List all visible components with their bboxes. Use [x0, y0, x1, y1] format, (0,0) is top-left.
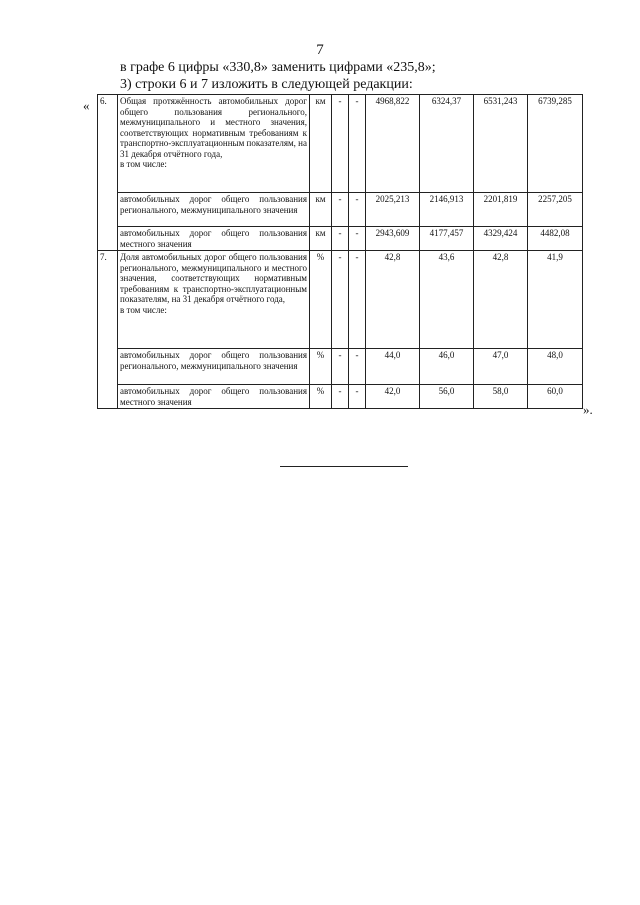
opening-quote: «	[83, 98, 90, 113]
unit-cell: км	[310, 95, 332, 193]
indicator-description: автомобильных дорог общего пользования местного значения	[118, 385, 310, 409]
unit-cell: %	[310, 251, 332, 349]
table-row	[98, 227, 583, 251]
value-cell: 46,0	[420, 349, 474, 385]
indicator-description	[118, 95, 310, 193]
page-number: 7	[316, 42, 324, 58]
value-cell: 58,0	[474, 385, 528, 409]
indicator-text: Общая протяжённость автомобильных дорог общего пользования регионального, межмуниципального и местного значения, соответствующих нормативным требованиям к транспортно-эксплуатационным показателям, на 31 декабря отчётного года,	[120, 96, 307, 159]
unit-cell: км	[310, 227, 332, 251]
value-cell: 6531,243	[474, 95, 528, 193]
value-cell: 48,0	[528, 349, 583, 385]
closing-quote: ».	[583, 402, 593, 417]
value-cell: 60,0	[528, 385, 583, 409]
value-cell: 4177,457	[420, 227, 474, 251]
value-cell: 42,8	[474, 251, 528, 349]
row-number: 7.	[98, 251, 118, 409]
value-cell: 56,0	[420, 385, 474, 409]
value-cell: -	[349, 349, 366, 385]
indicator-description: автомобильных дорог общего пользования регионального, межмуниципального значения	[118, 349, 310, 385]
value-cell: 44,0	[366, 349, 420, 385]
value-cell: -	[349, 385, 366, 409]
value-cell: -	[332, 193, 349, 227]
value-cell: -	[332, 227, 349, 251]
value-cell: 42,8	[366, 251, 420, 349]
amendment-text-line: в графе 6 цифры «330,8» заменить цифрами «235,8»;	[120, 60, 436, 75]
indicators-table	[97, 94, 583, 409]
value-cell: -	[349, 193, 366, 227]
indicator-description	[118, 251, 310, 349]
value-cell: -	[332, 95, 349, 193]
value-cell: -	[349, 251, 366, 349]
value-cell: 2257,205	[528, 193, 583, 227]
value-cell: 47,0	[474, 349, 528, 385]
indicator-subheading: в том числе:	[120, 159, 167, 169]
value-cell: 2943,609	[366, 227, 420, 251]
indicator-text: Доля автомобильных дорог общего пользования регионального, межмуниципального и местного значения, соответствующих нормативным требованиям к транспортно-эксплуатационным показателям, на 31 декабря отчётного года,	[120, 252, 307, 304]
end-divider	[280, 466, 408, 467]
value-cell: 4968,822	[366, 95, 420, 193]
value-cell: 6739,285	[528, 95, 583, 193]
unit-cell: %	[310, 385, 332, 409]
value-cell: 41,9	[528, 251, 583, 349]
value-cell: 43,6	[420, 251, 474, 349]
value-cell: 42,0	[366, 385, 420, 409]
table-row	[98, 349, 583, 385]
value-cell: -	[332, 251, 349, 349]
value-cell: 4482,08	[528, 227, 583, 251]
value-cell: 4329,424	[474, 227, 528, 251]
indicator-description: автомобильных дорог общего пользования регионального, межмуниципального значения	[118, 193, 310, 227]
table-row	[98, 385, 583, 409]
value-cell: 2201,819	[474, 193, 528, 227]
value-cell: 2025,213	[366, 193, 420, 227]
table-row	[98, 193, 583, 227]
value-cell: -	[349, 227, 366, 251]
table-row	[98, 251, 583, 349]
table-row	[98, 95, 583, 193]
value-cell: -	[349, 95, 366, 193]
unit-cell: %	[310, 349, 332, 385]
indicator-description: автомобильных дорог общего пользования местного значения	[118, 227, 310, 251]
value-cell: -	[332, 349, 349, 385]
amendment-instruction-line: 3) строки 6 и 7 изложить в следующей редакции:	[120, 77, 413, 92]
value-cell: 6324,37	[420, 95, 474, 193]
value-cell: 2146,913	[420, 193, 474, 227]
row-number: 6.	[98, 95, 118, 251]
value-cell: -	[332, 385, 349, 409]
unit-cell: км	[310, 193, 332, 227]
indicator-subheading: в том числе:	[120, 304, 167, 315]
